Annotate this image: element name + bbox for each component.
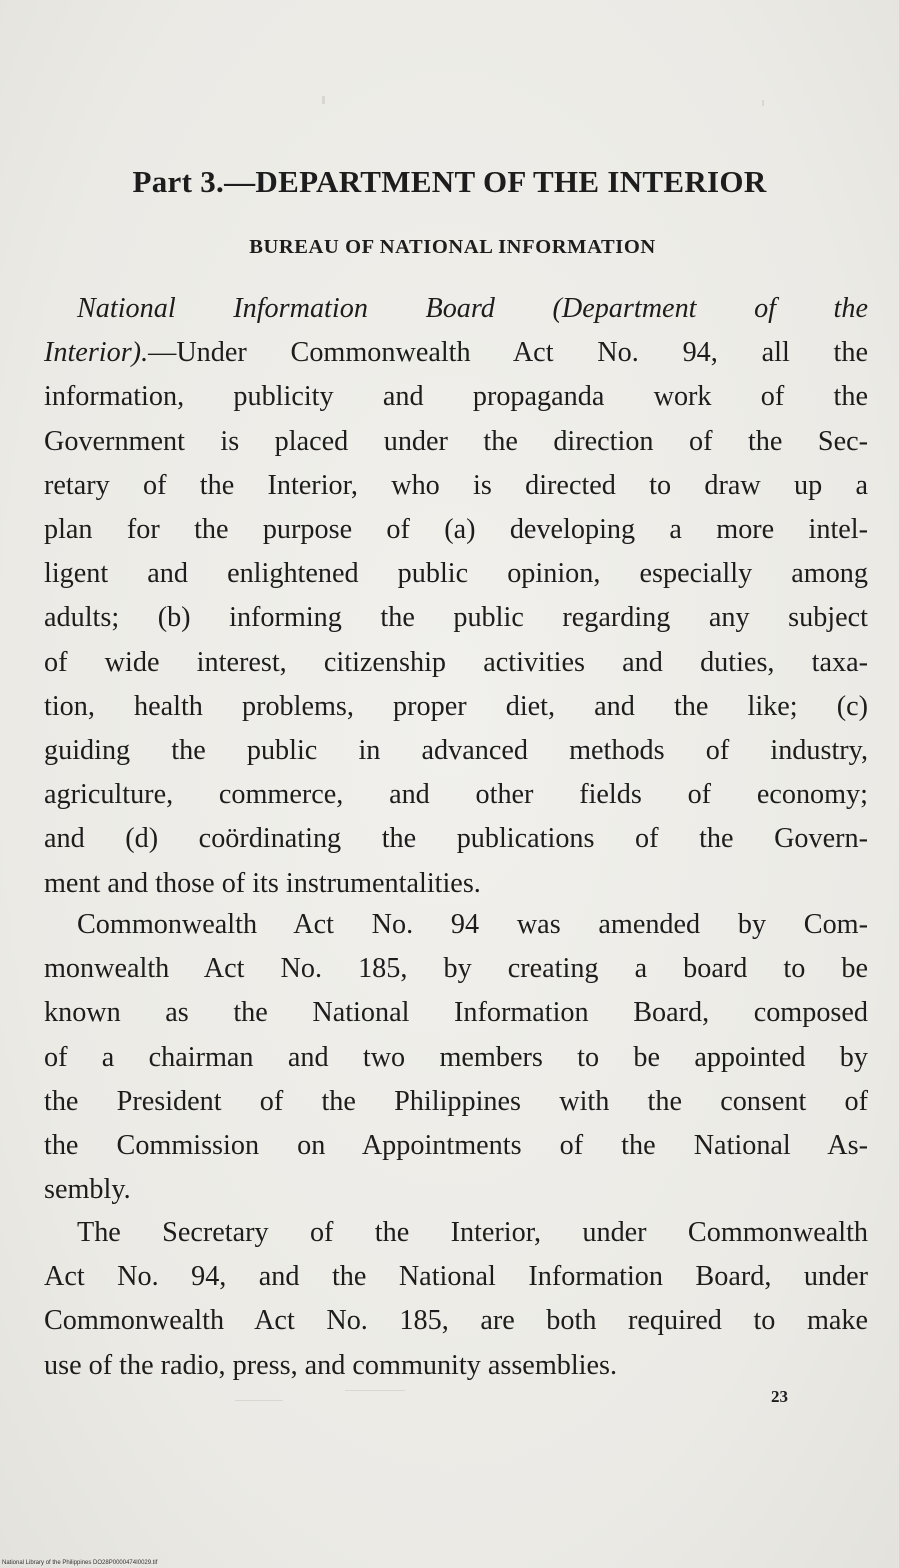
text-line: Act No. 94, and the National Information Board, under — [44, 1261, 868, 1293]
text-line: Commonwealth Act No. 185, are both required to make — [44, 1305, 868, 1337]
text-line: use of the radio, press, and community assemblies. — [44, 1349, 618, 1381]
paragraph-national-information-board — [44, 287, 868, 906]
text-line: ment and those of its instrumentalities. — [44, 867, 481, 899]
text-line: National Information Board (Department of the — [77, 293, 868, 324]
scan-speck — [235, 1400, 283, 1401]
text-line: of wide interest, citizenship activities and duties, taxa- — [44, 646, 868, 678]
text-line: tion, health problems, proper diet, and the like; (c) — [44, 690, 868, 722]
archive-credit: National Library of the Philippines DO28P0000474I0029.tif — [2, 1560, 158, 1566]
text-line: guiding the public in advanced methods of industry, — [44, 735, 868, 767]
text-line: known as the National Information Board, composed — [44, 997, 868, 1029]
text-line: adults; (b) informing the public regarding any subject — [44, 602, 868, 634]
section-heading: BUREAU OF NATIONAL INFORMATION — [249, 236, 656, 258]
scan-speck — [322, 96, 325, 104]
text-line: Government is placed under the direction of the Sec- — [44, 425, 868, 457]
scan-speck — [345, 1390, 405, 1391]
text-fragment: —Under Commonwealth Act No. 94, all the — [148, 337, 868, 369]
text-line: sembly. — [44, 1174, 131, 1206]
text-line: the Commission on Appointments of the National As- — [44, 1130, 868, 1162]
text-line: information, publicity and propaganda work of the — [44, 381, 868, 413]
text-line — [44, 331, 868, 375]
text-line: the President of the Philippines with the consent of — [44, 1085, 868, 1117]
text-line: Commonwealth Act No. 94 was amended by Com- — [77, 909, 868, 940]
text-line: plan for the purpose of (a) developing a more intel- — [44, 514, 868, 546]
text-line: of a chairman and two members to be appointed by — [44, 1041, 868, 1073]
text-line: and (d) coördinating the publications of the Govern- — [44, 823, 868, 855]
text-line: The Secretary of the Interior, under Commonwealth — [77, 1217, 868, 1248]
part-heading: Part 3.—DEPARTMENT OF THE INTERIOR — [132, 164, 767, 199]
text-line: agriculture, commerce, and other fields of economy; — [44, 779, 868, 811]
text-line: ligent and enlightened public opinion, especially among — [44, 558, 868, 590]
paragraph-required-media-use — [44, 1211, 868, 1388]
text-italic-fragment: Interior). — [44, 337, 149, 369]
text-line: monwealth Act No. 185, by creating a board to be — [44, 953, 868, 985]
page-number: 23 — [771, 1387, 788, 1406]
paragraph-act-185-amendment — [44, 903, 868, 1212]
text-line: retary of the Interior, who is directed to draw up a — [44, 469, 868, 501]
scan-speck — [762, 100, 764, 106]
